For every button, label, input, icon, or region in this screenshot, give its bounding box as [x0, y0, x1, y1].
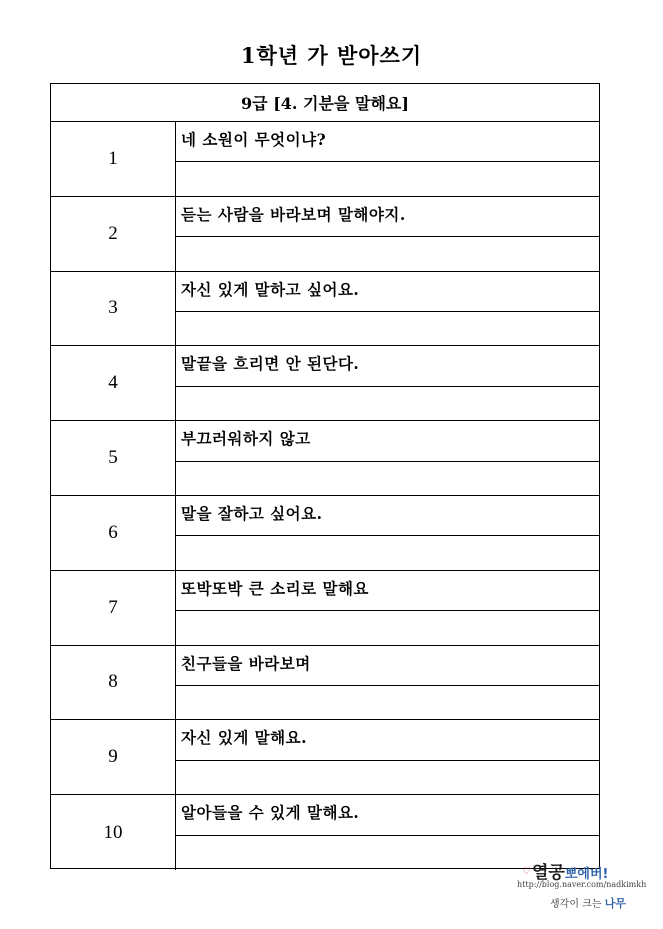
writing-line: [176, 312, 599, 345]
model-sentence: 자신 있게 말해요.: [176, 720, 599, 760]
row-lines: [176, 496, 599, 570]
model-sentence: 알아들을 수 있게 말해요.: [176, 795, 599, 836]
model-sentence: 자신 있게 말하고 싶어요.: [176, 272, 599, 312]
row-number: 4: [51, 346, 176, 420]
table-row: [51, 421, 599, 496]
row-number: 7: [51, 571, 176, 645]
table-row: [51, 197, 599, 272]
writing-line: [176, 611, 599, 644]
table-row: [51, 346, 599, 421]
table-row: [51, 272, 599, 347]
watermark-subtitle-b: 나무: [604, 897, 626, 910]
writing-line: [176, 462, 599, 495]
watermark-url: http://blog.naver.com/nadkimkh: [517, 880, 647, 889]
dictation-table: [50, 83, 600, 869]
writing-line: [176, 162, 599, 195]
writing-line: [176, 536, 599, 569]
writing-line: [176, 237, 599, 270]
row-number: 2: [51, 197, 176, 271]
watermark-title-a: 열공: [532, 863, 565, 883]
table-row: [51, 571, 599, 646]
model-sentence: 말끝을 흐리면 안 된단다.: [176, 346, 599, 386]
row-lines: [176, 421, 599, 495]
watermark-title-b: 뽀에버!: [564, 867, 609, 882]
row-lines: [176, 646, 599, 720]
table-header: 9급 [4. 기분을 말해요]: [51, 84, 599, 122]
row-lines: [176, 197, 599, 271]
table-row: [51, 720, 599, 795]
row-lines: [176, 122, 599, 196]
row-lines: [176, 720, 599, 794]
table-row: [51, 122, 599, 197]
model-sentence: 친구들을 바라보며: [176, 646, 599, 686]
model-sentence: 듣는 사람을 바라보며 말해야지.: [176, 197, 599, 237]
blog-watermark: [512, 858, 662, 928]
watermark-subtitle: [550, 895, 626, 911]
watermark-subtitle-a: 생각이 크는: [550, 899, 602, 910]
model-sentence: 네 소원이 무엇이냐?: [176, 122, 599, 162]
writing-line: [176, 387, 599, 420]
heart-icon: ♡: [522, 866, 531, 877]
table-row: [51, 646, 599, 721]
row-lines: [176, 571, 599, 645]
row-number: 1: [51, 122, 176, 196]
model-sentence: 부끄러워하지 않고: [176, 421, 599, 461]
row-number: 9: [51, 720, 176, 794]
row-number: 10: [51, 795, 176, 870]
row-number: 3: [51, 272, 176, 346]
row-number: 8: [51, 646, 176, 720]
model-sentence: 말을 잘하고 싶어요.: [176, 496, 599, 536]
row-number: 6: [51, 496, 176, 570]
row-lines: [176, 272, 599, 346]
row-lines: [176, 346, 599, 420]
page-title: 1학년 가 받아쓰기: [240, 43, 423, 68]
writing-line: [176, 686, 599, 719]
row-number: 5: [51, 421, 176, 495]
writing-line: [176, 761, 599, 794]
model-sentence: 또박또박 큰 소리로 말해요: [176, 571, 599, 611]
table-row: [51, 496, 599, 571]
